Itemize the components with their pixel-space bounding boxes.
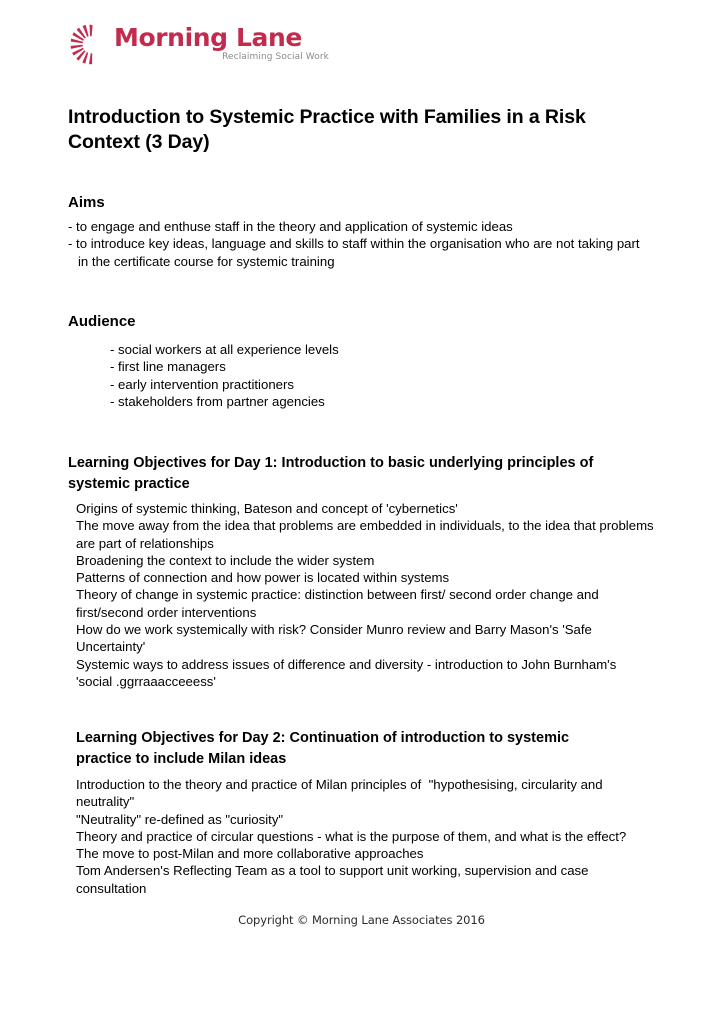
list-item: - stakeholders from partner agencies [110,393,325,409]
copyright-footer: Copyright © Morning Lane Associates 2016 [238,913,485,927]
logo-name: Morning Lane [114,23,302,52]
list-item: Systemic ways to address issues of difference and diversity - introduction to John Burnham's 'social .ggrraaacceeess' [76,656,620,689]
list-item: The move to post-Milan and more collaborative approaches [76,846,424,862]
list-item: Origins of systemic thinking, Bateson and concept of 'cybernetics' [76,501,458,516]
day2-objectives-list [76,776,654,897]
list-item: Introduction to the theory and practice of Milan principles of "hypothesising, circularity and neutrality" [76,777,607,810]
list-item: Patterns of connection and how power is located within systems [76,570,450,586]
list-item: Theory of change in systemic practice: distinction between first/ second order change and first/second order interventions [76,587,603,620]
day1-objectives-list [76,500,656,690]
list-item: - first line managers [110,359,226,375]
audience-list [110,341,510,410]
logo-tagline: Reclaiming Social Work [222,52,329,62]
list-item: Theory and practice of circular questions - what is the purpose of them, and what is the effect? [76,828,627,844]
brand-logo [70,22,330,72]
list-item: The move away from the idea that problems are embedded in individuals, to the idea that problems are part of relationships [76,518,658,551]
list-item: - early intervention practitioners [110,376,294,392]
section-heading-day2: Learning Objectives for Day 2: Continuation of introduction to systemic practice to include Milan ideas [76,730,570,767]
list-item: How do we work systemically with risk? Consider Munro review and Barry Mason's 'Safe Uncertainty' [76,622,596,655]
section-heading-day1: Learning Objectives for Day 1: Introduction to basic underlying principles of systemic practice [68,455,594,492]
logo-wordmark [114,24,329,70]
list-item: Tom Andersen's Reflecting Team as a tool to support unit working, supervision and case consultation [76,863,593,896]
page-title: Introduction to Systemic Practice with Families in a Risk Context (3 Day) [68,106,586,154]
sunburst-icon [70,23,110,65]
section-heading-aims: Aims [68,194,105,212]
list-item: "Neutrality" re-defined as "curiosity" [76,811,284,827]
list-item: - to introduce key ideas, language and skills to staff within the organisation who are not taking part in the certificate course for systemic training [68,236,644,269]
list-item: - to engage and enthuse staff in the theory and application of systemic ideas [68,219,513,234]
section-heading-audience: Audience [68,313,136,331]
list-item: - social workers at all experience levels [110,342,339,357]
aims-list [68,218,643,270]
list-item: Broadening the context to include the wider system [76,552,375,568]
